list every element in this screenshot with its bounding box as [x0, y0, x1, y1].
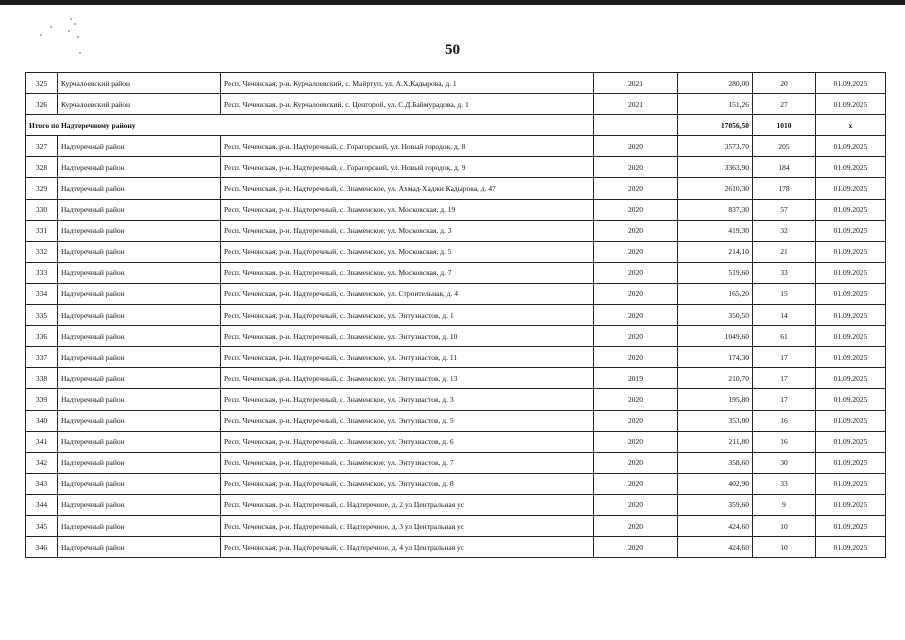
- district-name-cell: Надтеречный район: [58, 283, 221, 304]
- apartment-count-cell: 10: [753, 515, 816, 536]
- total-area-cell: 174,30: [678, 347, 753, 368]
- row-number-cell: 344: [26, 494, 58, 515]
- table-row: [26, 305, 886, 326]
- total-area-cell: 2610,30: [678, 178, 753, 199]
- total-area-cell: 419,30: [678, 220, 753, 241]
- deadline-date-cell: 01.09.2025: [816, 305, 886, 326]
- deadline-date-cell: 01.09.2025: [816, 262, 886, 283]
- address-cell: Респ. Чеченская, р-н. Надтеречный, с. Знаменское, ул. Энтузиастов, д. 7: [221, 452, 594, 473]
- apartment-count-cell: 15: [753, 283, 816, 304]
- year-cell: 2021: [594, 94, 678, 115]
- deadline-date-cell: 01.09.2025: [816, 326, 886, 347]
- row-number-cell: 332: [26, 241, 58, 262]
- row-number-cell: 345: [26, 515, 58, 536]
- address-cell: Респ. Чеченская, р-н. Надтеречный, с. Надтеречное, д. 4 ул Центральная ус: [221, 537, 594, 558]
- address-cell: Респ. Чеченская, р-н. Надтеречный, с. Знаменское, ул. Ахмад-Хаджи Кадырова, д. 47: [221, 178, 594, 199]
- district-name-cell: Надтеречный район: [58, 368, 221, 389]
- year-cell: 2020: [594, 199, 678, 220]
- total-area-cell: 402,90: [678, 473, 753, 494]
- table-row: [26, 389, 886, 410]
- row-number-cell: 346: [26, 537, 58, 558]
- apartment-count-cell: 16: [753, 410, 816, 431]
- deadline-date-cell: 01.09.2025: [816, 73, 886, 94]
- apartment-count-cell: 33: [753, 473, 816, 494]
- address-cell: Респ. Чеченская, р-н. Надтеречный, с. Знаменское, ул. Московская, д. 3: [221, 220, 594, 241]
- total-area-cell: 837,30: [678, 199, 753, 220]
- apartment-count-cell: 184: [753, 157, 816, 178]
- row-number-cell: 325: [26, 73, 58, 94]
- apartment-count-cell: 30: [753, 452, 816, 473]
- table-body-kurchaloy: [26, 73, 886, 115]
- address-cell: Респ. Чеченская, р-н. Надтеречный, с. Знаменское, ул. Энтузиастов, д. 1: [221, 305, 594, 326]
- table-row: [26, 136, 886, 157]
- year-cell: 2020: [594, 262, 678, 283]
- table-row: [26, 368, 886, 389]
- district-name-cell: Надтеречный район: [58, 431, 221, 452]
- row-number-cell: 339: [26, 389, 58, 410]
- row-number-cell: 328: [26, 157, 58, 178]
- deadline-date-cell: 01.09.2025: [816, 537, 886, 558]
- row-number-cell: 342: [26, 452, 58, 473]
- year-cell: 2021: [594, 73, 678, 94]
- table-row: [26, 220, 886, 241]
- address-cell: Респ. Чеченская, р-н. Курчалоевский, с. Центорой, ул. С.Д.Баймурадова, д. 1: [221, 94, 594, 115]
- table-row: [26, 73, 886, 94]
- district-name-cell: Надтеречный район: [58, 326, 221, 347]
- district-name-cell: Надтеречный район: [58, 220, 221, 241]
- deadline-date-cell: 01.09.2025: [816, 389, 886, 410]
- district-name-cell: Надтеречный район: [58, 241, 221, 262]
- year-cell: 2020: [594, 157, 678, 178]
- district-name-cell: Надтеречный район: [58, 347, 221, 368]
- address-cell: Респ. Чеченская, р-н. Надтеречный, с. Знаменское, ул. Энтузиастов, д. 10: [221, 326, 594, 347]
- row-number-cell: 338: [26, 368, 58, 389]
- district-name-cell: Надтеречный район: [58, 305, 221, 326]
- deadline-date-cell: 01.09.2025: [816, 347, 886, 368]
- address-cell: Респ. Чеченская, р-н. Надтеречный, с. Знаменское, ул. Энтузиастов, д. 6: [221, 431, 594, 452]
- address-cell: Респ. Чеченская, р-н. Надтеречный, с. Знаменское, ул. Энтузиастов, д. 11: [221, 347, 594, 368]
- address-cell: Респ. Чеченская, р-н. Надтеречный, с. Знаменское, ул. Московская, д. 19: [221, 199, 594, 220]
- deadline-date-cell: 01.09.2025: [816, 136, 886, 157]
- deadline-date-cell: 01.09.2025: [816, 94, 886, 115]
- year-cell: 2020: [594, 410, 678, 431]
- total-area-cell: 358,60: [678, 452, 753, 473]
- subtotal-area: 17056,50: [678, 115, 753, 136]
- year-cell: 2020: [594, 494, 678, 515]
- year-cell: 2020: [594, 515, 678, 536]
- total-area-cell: 195,80: [678, 389, 753, 410]
- table-body-subtotal: [26, 115, 886, 136]
- table-row: [26, 452, 886, 473]
- row-number-cell: 335: [26, 305, 58, 326]
- row-number-cell: 330: [26, 199, 58, 220]
- district-name-cell: Надтеречный район: [58, 157, 221, 178]
- apartment-count-cell: 20: [753, 73, 816, 94]
- deadline-date-cell: 01.09.2025: [816, 220, 886, 241]
- year-cell: 2020: [594, 136, 678, 157]
- apartment-count-cell: 14: [753, 305, 816, 326]
- table-row: [26, 199, 886, 220]
- district-name-cell: Надтеречный район: [58, 473, 221, 494]
- district-name-cell: Надтеречный район: [58, 410, 221, 431]
- district-name-cell: Надтеречный район: [58, 262, 221, 283]
- table-row: [26, 431, 886, 452]
- deadline-date-cell: 01.09.2025: [816, 452, 886, 473]
- total-area-cell: 210,70: [678, 368, 753, 389]
- row-number-cell: 327: [26, 136, 58, 157]
- address-cell: Респ. Чеченская, р-н. Надтеречный, с. Горагорский, ул. Новый городок, д. 9: [221, 157, 594, 178]
- district-name-cell: Надтеречный район: [58, 389, 221, 410]
- row-number-cell: 331: [26, 220, 58, 241]
- row-number-cell: 333: [26, 262, 58, 283]
- row-number-cell: 336: [26, 326, 58, 347]
- deadline-date-cell: 01.09.2025: [816, 157, 886, 178]
- row-number-cell: 337: [26, 347, 58, 368]
- row-number-cell: 343: [26, 473, 58, 494]
- total-area-cell: 353,00: [678, 410, 753, 431]
- district-name-cell: Надтеречный район: [58, 136, 221, 157]
- apartment-count-cell: 57: [753, 199, 816, 220]
- subtotal-year-cell: [594, 115, 678, 136]
- deadline-date-cell: 01.09.2025: [816, 178, 886, 199]
- year-cell: 2020: [594, 473, 678, 494]
- total-area-cell: 424,60: [678, 537, 753, 558]
- row-number-cell: 334: [26, 283, 58, 304]
- total-area-cell: 165,20: [678, 283, 753, 304]
- apartment-count-cell: 9: [753, 494, 816, 515]
- year-cell: 2020: [594, 283, 678, 304]
- deadline-date-cell: 01.09.2025: [816, 241, 886, 262]
- address-cell: Респ. Чеченская, р-н. Курчалоевский, с. Майртуп, ул. А.Х.Кадырова, д. 1: [221, 73, 594, 94]
- apartment-count-cell: 32: [753, 220, 816, 241]
- total-area-cell: 211,80: [678, 431, 753, 452]
- table-row: [26, 178, 886, 199]
- district-name-cell: Надтеречный район: [58, 178, 221, 199]
- subtotal-row: [26, 115, 886, 136]
- address-cell: Респ. Чеченская, р-н. Надтеречный, с. Знаменское, ул. Строительная, д. 4: [221, 283, 594, 304]
- year-cell: 2019: [594, 368, 678, 389]
- table-body-nadterechny: [26, 136, 886, 558]
- address-cell: Респ. Чеченская, р-н. Надтеречный, с. Знаменское, ул. Московская, д. 7: [221, 262, 594, 283]
- year-cell: 2020: [594, 220, 678, 241]
- deadline-date-cell: 01.09.2025: [816, 515, 886, 536]
- table-row: [26, 157, 886, 178]
- apartment-count-cell: 10: [753, 537, 816, 558]
- address-cell: Респ. Чеченская, р-н. Надтеречный, с. Знаменское, ул. Энтузиастов, д. 5: [221, 410, 594, 431]
- year-cell: 2020: [594, 452, 678, 473]
- deadline-date-cell: 01.09.2025: [816, 473, 886, 494]
- apartment-count-cell: 61: [753, 326, 816, 347]
- address-cell: Респ. Чеченская, р-н. Надтеречный, с. Знаменское, ул. Энтузиастов, д. 13: [221, 368, 594, 389]
- total-area-cell: 350,50: [678, 305, 753, 326]
- row-number-cell: 326: [26, 94, 58, 115]
- year-cell: 2020: [594, 241, 678, 262]
- apartment-count-cell: 21: [753, 241, 816, 262]
- apartment-count-cell: 33: [753, 262, 816, 283]
- table-row: [26, 241, 886, 262]
- district-name-cell: Надтеречный район: [58, 452, 221, 473]
- apartment-count-cell: 17: [753, 389, 816, 410]
- district-name-cell: Надтеречный район: [58, 199, 221, 220]
- district-name-cell: Курчалоевский район: [58, 73, 221, 94]
- row-number-cell: 341: [26, 431, 58, 452]
- district-name-cell: Надтеречный район: [58, 537, 221, 558]
- subtotal-date: x: [816, 115, 886, 136]
- table-row: [26, 494, 886, 515]
- table-row: [26, 94, 886, 115]
- total-area-cell: 214,10: [678, 241, 753, 262]
- deadline-date-cell: 01.09.2025: [816, 199, 886, 220]
- apartment-count-cell: 27: [753, 94, 816, 115]
- year-cell: 2020: [594, 431, 678, 452]
- scan-top-edge: [0, 0, 905, 5]
- address-cell: Респ. Чеченская, р-н. Надтеречный, с. Знаменское, ул. Энтузиастов, д. 8: [221, 473, 594, 494]
- address-cell: Респ. Чеченская, р-н. Надтеречный, с. Знаменское, ул. Энтузиастов, д. 3: [221, 389, 594, 410]
- table-row: [26, 326, 886, 347]
- district-name-cell: Надтеречный район: [58, 515, 221, 536]
- total-area-cell: 1049,60: [678, 326, 753, 347]
- table-row: [26, 283, 886, 304]
- total-area-cell: 3573,70: [678, 136, 753, 157]
- address-cell: Респ. Чеченская, р-н. Надтеречный, с. Знаменское, ул. Московская, д. 5: [221, 241, 594, 262]
- table-row: [26, 537, 886, 558]
- row-number-cell: 329: [26, 178, 58, 199]
- apartment-count-cell: 17: [753, 347, 816, 368]
- apartment-count-cell: 16: [753, 431, 816, 452]
- address-cell: Респ. Чеченская, р-н. Надтеречный, с. Горагорский, ул. Новый городок, д. 8: [221, 136, 594, 157]
- apartment-count-cell: 178: [753, 178, 816, 199]
- row-number-cell: 340: [26, 410, 58, 431]
- apartment-count-cell: 17: [753, 368, 816, 389]
- total-area-cell: 424,60: [678, 515, 753, 536]
- year-cell: 2020: [594, 326, 678, 347]
- total-area-cell: 359,60: [678, 494, 753, 515]
- address-cell: Респ. Чеченская, р-н. Надтеречный, с. Надтеречное, д. 2 ул Центральная ус: [221, 494, 594, 515]
- year-cell: 2020: [594, 305, 678, 326]
- table-row: [26, 473, 886, 494]
- deadline-date-cell: 01.09.2025: [816, 410, 886, 431]
- table-row: [26, 262, 886, 283]
- deadline-date-cell: 01.09.2025: [816, 283, 886, 304]
- subtotal-label: Итого по Надтеречному району: [26, 115, 594, 136]
- deadline-date-cell: 01.09.2025: [816, 368, 886, 389]
- district-name-cell: Надтеречный район: [58, 494, 221, 515]
- table-row: [26, 347, 886, 368]
- total-area-cell: 151,26: [678, 94, 753, 115]
- year-cell: 2020: [594, 347, 678, 368]
- district-name-cell: Курчалоевский район: [58, 94, 221, 115]
- year-cell: 2020: [594, 178, 678, 199]
- apartment-count-cell: 205: [753, 136, 816, 157]
- total-area-cell: 280,00: [678, 73, 753, 94]
- deadline-date-cell: 01.09.2025: [816, 431, 886, 452]
- table-row: [26, 410, 886, 431]
- deadline-date-cell: 01.09.2025: [816, 494, 886, 515]
- page-number: 50: [445, 42, 460, 58]
- total-area-cell: 3363,90: [678, 157, 753, 178]
- address-cell: Респ. Чеченская, р-н. Надтеречный, с. Надтеречное, д. 3 ул Центральная ус: [221, 515, 594, 536]
- table-row: [26, 515, 886, 536]
- housing-registry-table: [25, 72, 886, 558]
- subtotal-apartments: 1010: [753, 115, 816, 136]
- total-area-cell: 519,60: [678, 262, 753, 283]
- year-cell: 2020: [594, 537, 678, 558]
- year-cell: 2020: [594, 389, 678, 410]
